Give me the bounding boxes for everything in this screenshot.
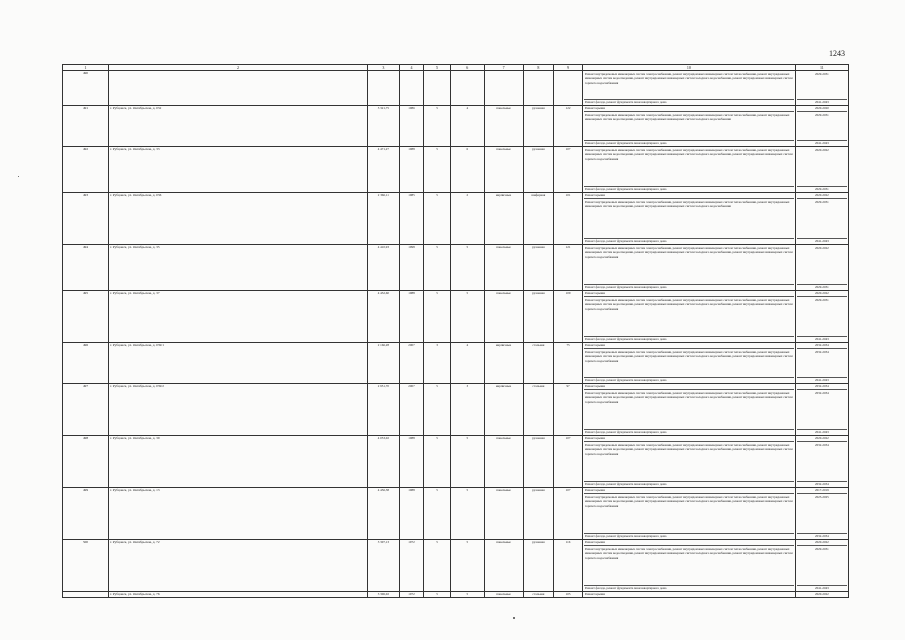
repair-program-table	[62, 64, 849, 598]
column-header-10: 10	[582, 65, 795, 71]
cell-entrances: 5	[450, 291, 484, 343]
work-years: 2020-2022	[797, 540, 847, 546]
cell-entrances: 5	[450, 540, 484, 592]
works-list	[582, 245, 795, 291]
row-number: 500	[63, 540, 109, 592]
table-row	[63, 540, 849, 592]
years-list	[795, 245, 848, 291]
work-item: Ремонт фасада, ремонт фундамента многоквартирного дома	[584, 285, 667, 289]
work-item: Ремонт крыши	[584, 436, 794, 442]
page-number: 1243	[829, 49, 845, 58]
work-years: 2032-2034	[814, 534, 829, 538]
column-header-2: 2	[109, 65, 368, 71]
cell-walls: панельные	[484, 488, 523, 540]
cell-roof: рулонная	[523, 147, 554, 193]
work-years: 2029-2031	[814, 187, 829, 191]
cell-roof: стальная	[523, 343, 554, 384]
work-years: 2041-2043	[814, 239, 829, 243]
cell-walls: панельные	[484, 245, 523, 291]
work-years: 2020-2020	[797, 106, 847, 112]
table-row	[63, 592, 849, 598]
building-address: г. Рубцовск, ул. Октябрьская, д. 76	[109, 592, 368, 598]
work-years: 2029-2031	[797, 112, 847, 141]
cell-area: 4 053,02	[367, 436, 399, 488]
cell-apartments: 116	[554, 540, 583, 592]
cell-floors: 5	[424, 245, 451, 291]
cell-floors: 5	[424, 384, 451, 436]
work-item: Ремонт фасада, ремонт фундамента многоквартирного дома	[584, 239, 667, 243]
cell-roof: рулонная	[523, 436, 554, 488]
table-row	[63, 436, 849, 488]
cell-apartments: 107	[554, 436, 583, 488]
work-years: 2032-2034	[814, 482, 829, 486]
building-address: г. Рубцовск, ул. Октябрьская, д. 72	[109, 540, 368, 592]
work-years: 2023-2025	[797, 494, 847, 534]
cell-year	[399, 71, 424, 106]
column-header-6: 6	[450, 65, 484, 71]
cell-apartments	[554, 71, 583, 106]
work-item: Ремонт внутридомовых инженерных систем электроснабжения, ремонт внутридомовых инженерных систем теплоснабжения, ремонт внутридомовых инженерных систем водоотведения, ремонт внутридомовых инженерных систем холодного водоснабжения, ремонт внутридомовых инженерных систем горячего водоснабжения	[584, 71, 794, 100]
cell-floors: 3	[424, 343, 451, 384]
work-item: Ремонт фасада, ремонт фундамента многоквартирного дома	[584, 100, 667, 104]
years-list	[795, 147, 848, 193]
work-item: Ремонт фасада, ремонт фундамента многоквартирного дома	[584, 534, 667, 538]
cell-entrances: 6	[450, 147, 484, 193]
cell-roof: рулонная	[523, 291, 554, 343]
building-address: г. Рубцовск, ул. Октябрьская, д. 35	[109, 245, 368, 291]
cell-walls	[484, 71, 523, 106]
building-address: г. Рубцовск, ул. Октябрьская, д. 036	[109, 193, 368, 245]
work-item: Ремонт крыши	[584, 540, 794, 546]
building-address	[109, 71, 368, 106]
cell-apartments: 97	[554, 384, 583, 436]
work-years: 2041-2043	[814, 337, 829, 341]
cell-floors: 5	[424, 592, 451, 598]
cell-floors: 5	[424, 291, 451, 343]
work-item: Ремонт внутридомовых инженерных систем электроснабжения, ремонт внутридомовых инженерных систем теплоснабжения, ремонт внутридомовых инженерных систем водоотведения, ремонт внутридомовых инженерных систем холодного водоснабжения, ремонт внутридомовых инженерных систем горячего водоснабжения	[584, 297, 794, 337]
cell-apartments: 75	[554, 343, 583, 384]
works-list	[582, 436, 795, 488]
cell-roof: рулонная	[523, 488, 554, 540]
works-list	[582, 343, 795, 384]
work-years: 2041-2043	[814, 100, 829, 104]
cell-entrances: 5	[450, 245, 484, 291]
cell-apartments: 107	[554, 147, 583, 193]
cell-area: 4 432,60	[367, 291, 399, 343]
work-item: Ремонт внутридомовых инженерных систем электроснабжения, ремонт внутридомовых инженерных систем теплоснабжения, ремонт внутридомовых инженерных систем водоотведения, ремонт внутридомовых инженерных систем холодного водоснабжения, ремонт внутридомовых инженерных систем горячего водоснабжения	[584, 349, 794, 378]
row-number	[63, 592, 109, 598]
cell-area: 3 306,02	[367, 592, 399, 598]
work-item: Ремонт внутридомовых инженерных систем электроснабжения, ремонт внутридомовых инженерных систем теплоснабжения, ремонт внутридомовых инженерных систем водоотведения, ремонт внутридомовых инженерных систем холодного водоснабжения, ремонт внутридомовых инженерных систем горячего водоснабжения	[584, 390, 794, 430]
work-item: Ремонт крыши	[584, 193, 794, 199]
cell-walls: панельные	[484, 147, 523, 193]
table-row	[63, 488, 849, 540]
work-item: Ремонт фасада, ремонт фундамента многоквартирного дома	[584, 141, 667, 145]
work-item: Ремонт внутридомовых инженерных систем электроснабжения, ремонт внутридомовых инженерных систем теплоснабжения, ремонт внутридомовых инженерных систем водоотведения, ремонт внутридомовых инженерных систем холодного водоснабжения, ремонт внутридомовых инженерных систем горячего водоснабжения	[584, 546, 794, 586]
row-number: 490	[63, 71, 109, 106]
works-list	[582, 106, 795, 147]
work-years: 2020-2022	[797, 436, 847, 442]
building-address: г. Рубцовск, ул. Октябрьская, д. 37	[109, 291, 368, 343]
column-header-7: 7	[484, 65, 523, 71]
cell-walls: кирпичные	[484, 343, 523, 384]
cell-area: 2 366,11	[367, 193, 399, 245]
cell-year: 1972	[399, 592, 424, 598]
cell-apartments: 109	[554, 291, 583, 343]
row-number: 494	[63, 245, 109, 291]
cell-walls: кирпичные	[484, 193, 523, 245]
cell-entrances	[450, 71, 484, 106]
works-list	[582, 540, 795, 592]
row-number: 491	[63, 106, 109, 147]
building-address: г. Рубцовск, ул. Октябрьская, д. 39	[109, 436, 368, 488]
cell-entrances: 5	[450, 592, 484, 598]
cell-floors: 5	[424, 488, 451, 540]
column-header-5: 5	[424, 65, 451, 71]
works-list	[582, 193, 795, 245]
years-list	[795, 436, 848, 488]
cell-apartments: 122	[554, 106, 583, 147]
years-list	[795, 488, 848, 540]
table-row	[63, 71, 849, 106]
building-address: г. Рубцовск, ул. Октябрьская, д. 33	[109, 147, 368, 193]
works-list	[582, 592, 795, 598]
work-years: 2029-2031	[797, 71, 847, 100]
work-years: 2020-2022	[797, 147, 847, 187]
work-years: 2029-2031	[797, 297, 847, 337]
cell-area	[367, 71, 399, 106]
table-row	[63, 245, 849, 291]
works-list	[582, 488, 795, 540]
work-item: Ремонт фасада, ремонт фундамента многоквартирного дома	[584, 337, 667, 341]
building-address: г. Рубцовск, ул. Октябрьская, д. 13	[109, 488, 368, 540]
work-years: 2029-2031	[797, 546, 847, 586]
cell-area: 2 166,28	[367, 343, 399, 384]
cell-entrances: 4	[450, 106, 484, 147]
cell-year: 2007	[399, 384, 424, 436]
years-list	[795, 592, 848, 598]
cell-roof: рулонная	[523, 540, 554, 592]
work-item: Ремонт внутридомовых инженерных систем электроснабжения, ремонт внутридомовых инженерных систем теплоснабжения, ремонт внутридомовых инженерных систем водоотведения, ремонт внутридомовых инженерных систем холодного водоснабжения, ремонт внутридомовых инженерных систем горячего водоснабжения	[584, 245, 794, 285]
cell-floors: 5	[424, 436, 451, 488]
work-item: Ремонт фасада, ремонт фундамента многоквартирного дома	[584, 482, 667, 486]
work-item: Ремонт крыши	[584, 106, 794, 112]
cell-area: 4 471,27	[367, 147, 399, 193]
cell-year: 1988	[399, 436, 424, 488]
cell-year: 2007	[399, 343, 424, 384]
work-item: Ремонт внутридомовых инженерных систем электроснабжения, ремонт внутридомовых инженерных систем теплоснабжения, ремонт внутридомовых инженерных систем водоотведения, ремонт внутридомовых инженерных систем холодного водоснабжения, ремонт внутридомовых инженерных систем горячего водоснабжения	[584, 147, 794, 187]
cell-walls: панельные	[484, 592, 523, 598]
building-address: г. Рубцовск, ул. Октябрьская, д. 039/1	[109, 343, 368, 384]
work-years: 2029-2031	[797, 199, 847, 239]
column-header-11: 11	[795, 65, 848, 71]
work-item: Ремонт внутридомовых инженерных систем электроснабжения, ремонт внутридомовых инженерных систем теплоснабжения, ремонт внутридомовых инженерных систем водоотведения, ремонт внутридомовых инженерных систем холодного водоснабжения, ремонт внутридомовых инженерных систем горячего водоснабжения	[584, 494, 794, 534]
works-list	[582, 147, 795, 193]
work-years: 2032-2034	[797, 390, 847, 430]
years-list	[795, 71, 848, 106]
row-number: 495	[63, 291, 109, 343]
row-number: 493	[63, 193, 109, 245]
cell-roof: стальная	[523, 384, 554, 436]
work-item: Ремонт внутридомовых инженерных систем электроснабжения, ремонт внутридомовых инженерных систем теплоснабжения, ремонт внутридомовых инженерных систем водоотведения, ремонт внутридомовых инженерных систем холодного водоснабжения	[584, 199, 794, 239]
cell-walls: панельные	[484, 436, 523, 488]
scan-speck	[18, 176, 19, 177]
cell-apartments: 105	[554, 592, 583, 598]
works-list	[582, 291, 795, 343]
work-item: Ремонт фасада, ремонт фундамента многоквартирного дома	[584, 187, 667, 191]
row-number: 492	[63, 147, 109, 193]
cell-floors: 5	[424, 106, 451, 147]
years-list	[795, 193, 848, 245]
work-item: Ремонт крыши	[584, 592, 605, 596]
work-item: Ремонт крыши	[584, 343, 794, 349]
cell-year: 1998	[399, 245, 424, 291]
work-years: 2032-2034	[797, 442, 847, 482]
cell-area: 3 307,13	[367, 540, 399, 592]
work-years: 2017-2019	[797, 488, 847, 494]
table-row	[63, 291, 849, 343]
cell-year: 1988	[399, 291, 424, 343]
column-header-4: 4	[399, 65, 424, 71]
row-number: 498	[63, 436, 109, 488]
table-row	[63, 147, 849, 193]
years-list	[795, 291, 848, 343]
cell-entrances: 5	[450, 488, 484, 540]
cell-area: 4 456,38	[367, 488, 399, 540]
building-address: г. Рубцовск, ул. Октябрьская, д. 032	[109, 106, 368, 147]
work-years: 2020-2022	[797, 291, 847, 297]
work-years: 2020-2022	[814, 592, 829, 596]
work-years: 2032-2034	[797, 343, 847, 349]
years-list	[795, 343, 848, 384]
work-item: Ремонт фасада, ремонт фундамента многоквартирного дома	[584, 586, 667, 590]
works-list	[582, 71, 795, 106]
work-years: 2029-2031	[814, 285, 829, 289]
cell-entrances: 5	[450, 436, 484, 488]
work-item: Ремонт фасада, ремонт фундамента многоквартирного дома	[584, 430, 667, 434]
work-item: Ремонт внутридомовых инженерных систем электроснабжения, ремонт внутридомовых инженерных систем теплоснабжения, ремонт внутридомовых инженерных систем водоотведения, ремонт внутридомовых инженерных систем холодного водоснабжения, ремонт внутридомовых инженерных систем горячего водоснабжения	[584, 442, 794, 482]
row-number: 499	[63, 488, 109, 540]
column-header-8: 8	[523, 65, 554, 71]
cell-roof	[523, 71, 554, 106]
cell-walls: кирпичные	[484, 384, 523, 436]
table-body	[63, 71, 849, 598]
cell-roof: шиферная	[523, 193, 554, 245]
cell-floors: 5	[424, 540, 451, 592]
cell-year: 1986	[399, 106, 424, 147]
work-years: 2032-2034	[797, 349, 847, 378]
cell-roof: стальная	[523, 592, 554, 598]
years-list	[795, 384, 848, 436]
cell-area: 2 951,70	[367, 384, 399, 436]
cell-entrances: 4	[450, 343, 484, 384]
work-years: 2041-2043	[814, 141, 829, 145]
work-years: 2020-2022	[797, 245, 847, 285]
cell-floors: 5	[424, 193, 451, 245]
cell-area: 3 321,75	[367, 106, 399, 147]
table-row	[63, 106, 849, 147]
works-list	[582, 384, 795, 436]
cell-apartments: 107	[554, 488, 583, 540]
cell-year: 1988	[399, 488, 424, 540]
cell-area: 4 410,93	[367, 245, 399, 291]
cell-year: 1988	[399, 147, 424, 193]
row-number: 497	[63, 384, 109, 436]
work-years: 2032-2034	[797, 384, 847, 390]
cell-walls: панельные	[484, 106, 523, 147]
column-header-3: 3	[367, 65, 399, 71]
column-header-1: 1	[63, 65, 109, 71]
table-row	[63, 343, 849, 384]
cell-apartments: 121	[554, 245, 583, 291]
work-years: 2041-2043	[814, 378, 829, 382]
cell-year: 1985	[399, 193, 424, 245]
cell-walls: панельные	[484, 291, 523, 343]
cell-entrances: 3	[450, 384, 484, 436]
building-address: г. Рубцовск, ул. Октябрьская, д. 039/2	[109, 384, 368, 436]
cell-walls: панельные	[484, 540, 523, 592]
work-item: Ремонт крыши	[584, 488, 794, 494]
column-header-9: 9	[554, 65, 583, 71]
cell-entrances: 2	[450, 193, 484, 245]
table-row	[63, 384, 849, 436]
work-item: Ремонт крыши	[584, 384, 794, 390]
work-item: Ремонт крыши	[584, 291, 794, 297]
cell-apartments: 101	[554, 193, 583, 245]
cell-floors	[424, 71, 451, 106]
scan-speck	[513, 617, 515, 619]
work-years: 2020-2022	[797, 193, 847, 199]
work-item: Ремонт фасада, ремонт фундамента многоквартирного дома	[584, 378, 667, 382]
cell-roof: рулонная	[523, 245, 554, 291]
cell-year: 1972	[399, 540, 424, 592]
cell-floors: 5	[424, 147, 451, 193]
work-years: 2041-2043	[814, 430, 829, 434]
years-list	[795, 106, 848, 147]
cell-roof: рулонная	[523, 106, 554, 147]
row-number: 496	[63, 343, 109, 384]
table-row	[63, 193, 849, 245]
work-item: Ремонт внутридомовых инженерных систем электроснабжения, ремонт внутридомовых инженерных систем теплоснабжения, ремонт внутридомовых инженерных систем водоотведения, ремонт внутридомовых инженерных систем холодного водоснабжения	[584, 112, 794, 141]
work-years: 2041-2043	[814, 586, 829, 590]
years-list	[795, 540, 848, 592]
